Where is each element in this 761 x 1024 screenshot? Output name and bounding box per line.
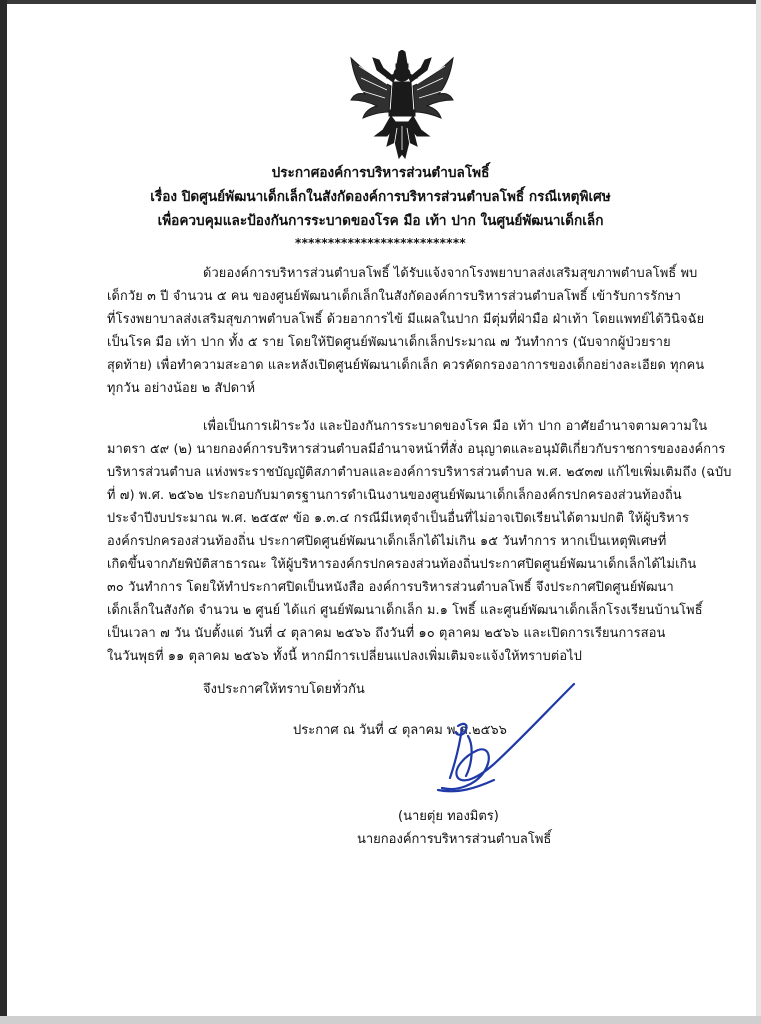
paragraph-2-line: มาตรา ๕๙ (๒) นายกองค์การบริหารส่วนตำบลมีอำนาจหน้าที่สั่ง อนุญาตและอนุมัติเกี่ยวกับราชการขององค์การ — [107, 442, 726, 457]
announcement-purpose: เพื่อควบคุมและป้องกันการระบาดของโรค มือ เท้า ปาก ในศูนย์พัฒนาเด็กเล็ก — [157, 213, 604, 229]
paragraph-1-line: ด้วยองค์การบริหารส่วนตำบลโพธิ์ ได้รับแจ้งจากโรงพยาบาลส่งเสริมสุขภาพตำบลโพธิ์ พบ — [203, 266, 698, 281]
announcement-subject: เรื่อง ปิดศูนย์พัฒนาเด็กเล็กในสังกัดองค์การบริหารส่วนตำบลโพธิ์ กรณีเหตุพิเศษ — [150, 189, 611, 205]
paragraph-2-line: ๓๐ วันทำการ โดยให้ทำประกาศปิดเป็นหนังสือ องค์การบริหารส่วนตำบลโพธิ์ จึงประกาศปิดศูนย์พัฒนา — [107, 580, 674, 595]
paragraph-1-line: ที่โรงพยาบาลส่งเสริมสุขภาพตำบลโพธิ์ ด้วยอาการไข้ มีแผลในปาก มีตุ่มที่ฝ่ามือ ฝ่าเท้า โดยแพทย์ได้วินิจฉัย — [107, 312, 705, 327]
paragraph-2-line: ประจำปีงบประมาณ พ.ศ. ๒๕๕๙ ข้อ ๑.๓.๔ กรณีมีเหตุจำเป็นอื่นที่ไม่อาจเปิดเรียนได้ตามปกติ ให้ผู้บริหาร — [107, 511, 690, 526]
paragraph-1-line: ทุกวัน อย่างน้อย ๒ สัปดาห์ — [107, 381, 256, 396]
closing-statement: จึงประกาศให้ทราบโดยทั่วกัน — [203, 682, 365, 697]
scan-edge-bottom — [0, 1016, 761, 1024]
scan-edge-left — [0, 0, 7, 1024]
header-separator: ************************** — [295, 236, 466, 250]
paragraph-2-line: เกิดขึ้นจากภัยพิบัติสาธารณะ ให้ผู้บริหารองค์กรปกครองส่วนท้องถิ่นประกาศปิดศูนย์พัฒนาเด็กเล็กได้ไม่เกิน — [107, 557, 697, 572]
paragraph-2-line: เด็กเล็กในสังกัด จำนวน ๒ ศูนย์ ได้แก่ ศูนย์พัฒนาเด็กเล็ก ม.๑ โพธิ์ และศูนย์พัฒนาเด็กเล็กโรงเรียนบ้านโพธิ์ — [107, 603, 703, 618]
paragraph-2-line: ในวันพุธที่ ๑๑ ตุลาคม ๒๕๖๖ ทั้งนี้ หากมีการเปลี่ยนแปลงเพิ่มเติมจะแจ้งให้ทราบต่อไป — [107, 649, 583, 664]
paragraph-2-line: เป็นเวลา ๗ วัน นับตั้งแต่ วันที่ ๔ ตุลาคม ๒๕๖๖ ถึงวันที่ ๑๐ ตุลาคม ๒๕๖๖ และเปิดการเรียนการสอน — [107, 626, 666, 641]
handwritten-signature-icon — [398, 680, 598, 810]
announcement-org-title: ประกาศองค์การบริหารส่วนตำบลโพธิ์ — [271, 165, 490, 181]
scan-edge-right — [756, 0, 761, 1024]
paragraph-2-line: ที่ ๗) พ.ศ. ๒๕๖๒ ประกอบกับมาตรฐานการดำเนินงานของศูนย์พัฒนาเด็กเล็กองค์กรปกครองส่วนท้องถิ่น — [107, 488, 682, 503]
paragraph-2-line: เพื่อเป็นการเฝ้าระวัง และป้องกันการระบาดของโรค มือ เท้า ปาก อาศัยอำนาจตามความใน — [203, 419, 708, 434]
signer-name: (นายตุ่ย ทองมิตร) — [398, 809, 499, 824]
paragraph-2-line: องค์กรปกครองส่วนท้องถิ่น ประกาศปิดศูนย์พัฒนาเด็กเล็กได้ไม่เกิน ๑๕ วันทำการ หากเป็นเหตุพิเศษที่ — [107, 534, 667, 549]
paragraph-1-line: เป็นโรค มือ เท้า ปาก ทั้ง ๕ ราย โดยให้ปิดศูนย์พัฒนาเด็กเล็กประมาณ ๗ วันทำการ (นับจากผู้ป่วยราย — [107, 335, 671, 350]
announcement-date: ประกาศ ณ วันที่ ๔ ตุลาคม พ.ศ.๒๕๖๖ — [293, 723, 507, 738]
paragraph-1-line: เด็กวัย ๓ ปี จำนวน ๕ คน ของศูนย์พัฒนาเด็กเล็กในสังกัดองค์การบริหารส่วนตำบลโพธิ์ เข้ารับการรักษา — [107, 289, 682, 304]
paragraph-1-line: สุดท้าย) เพื่อทำความสะอาด และหลังเปิดศูนย์พัฒนาเด็กเล็ก ควรคัดกรองอาการของเด็กอย่างละเอียด ทุกคน — [107, 358, 705, 373]
scan-edge-top — [0, 0, 761, 4]
signer-title: นายกองค์การบริหารส่วนตำบลโพธิ์ — [357, 832, 552, 847]
paragraph-2-line: บริหารส่วนตำบล แห่งพระราชบัญญัติสภาตำบลและองค์การบริหารส่วนตำบล พ.ศ. ๒๕๓๗ แก้ไขเพิ่มเติมถึง (ฉบับ — [107, 465, 732, 480]
garuda-emblem-icon — [347, 50, 457, 162]
